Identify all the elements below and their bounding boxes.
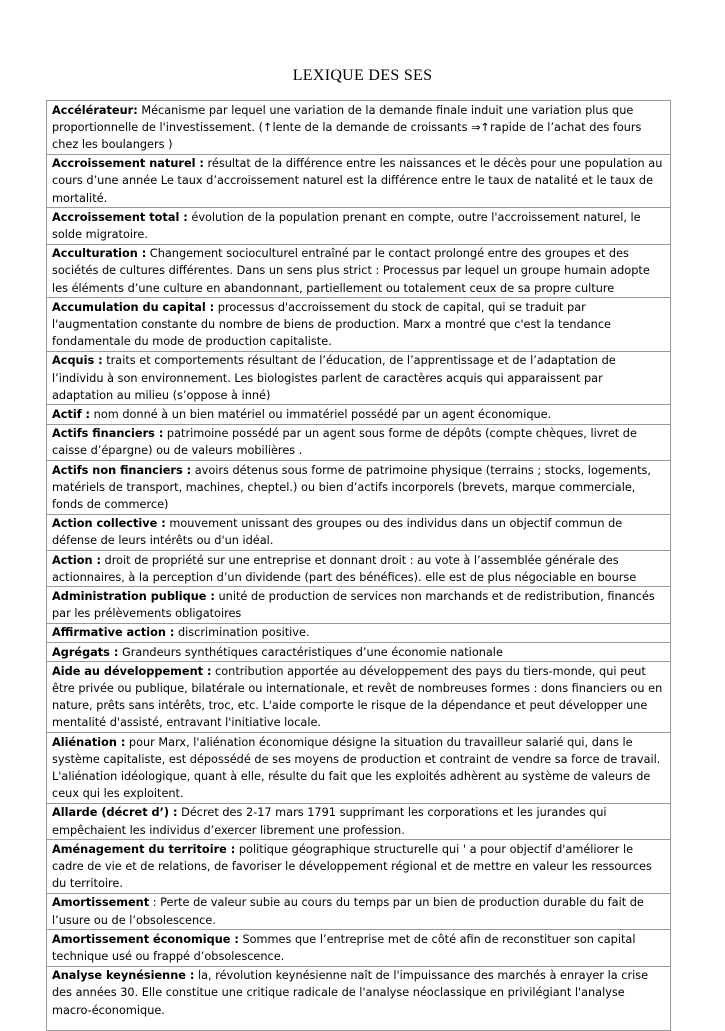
- glossary-cell: [47, 101, 671, 155]
- entry-term: Affirmative action :: [52, 626, 175, 640]
- entry-definition: contribution apportée au développement des pays du tiers-monde, qui peut être privée ou publique, bilatérale ou internationale, et revêt de nombreuses formes : dons financiers ou en nature, prêts sans intérêts, troc, etc. L'aide comporte le risque de la dépendance et peut développer une mentalité d'assisté, entravant l'initiative locale.: [52, 664, 663, 730]
- entry-term: Accroissement total :: [52, 210, 188, 224]
- entry-definition: unité de production de services non marchands et de redistribution, financés par les prélèvements obligatoires: [52, 589, 655, 621]
- entry-definition: résultat de la différence entre les naissances et le décès pour une population au cours d’une année Le taux d’accroissement naturel est la différence entre le taux de natalité et le taux de mortalité.: [52, 157, 663, 205]
- entry-term: Acculturation :: [52, 247, 147, 261]
- entry-definition: évolution de la population prenant en compte, outre l'accroissement naturel, le solde migratoire.: [52, 210, 641, 241]
- entry-term: Actifs non financiers :: [52, 463, 192, 477]
- entry-term: Aliénation :: [52, 735, 126, 749]
- glossary-cell: [47, 803, 671, 839]
- glossary-entry: [47, 623, 671, 642]
- glossary-entry: [47, 587, 671, 623]
- glossary-cell: [47, 424, 671, 460]
- glossary-entry: [47, 662, 671, 733]
- glossary-entry: [47, 643, 671, 662]
- glossary-entry: [47, 930, 671, 966]
- entry-term: Acquis :: [52, 354, 103, 368]
- entry-term: Aménagement du territoire :: [52, 842, 236, 856]
- glossary-entry: [47, 840, 671, 894]
- entry-definition: patrimoine possédé par un agent sous forme de dépôts (compte chèques, livret de caisse d’épargne) ou de valeurs mobilières .: [52, 427, 637, 458]
- glossary-cell: [47, 587, 671, 623]
- entry-definition: Mécanisme par lequel une variation de la demande finale induit une variation plus que proportionnelle de l'investissement. (↑lente de la demande de croissants ⇒↑rapide de l’achat des fours chez les boulangers ): [52, 103, 642, 151]
- glossary-cell: [47, 514, 671, 550]
- glossary-entry: [47, 893, 671, 929]
- glossary-cell: [47, 966, 671, 1030]
- glossary-cell: [47, 662, 671, 733]
- glossary-cell: [47, 208, 671, 244]
- glossary-table: [46, 100, 671, 1031]
- glossary-cell: [47, 623, 671, 642]
- glossary-cell: [47, 643, 671, 662]
- glossary-cell: [47, 351, 671, 405]
- entry-term: Action collective :: [52, 517, 166, 531]
- glossary-cell: [47, 930, 671, 966]
- glossary-entry: [47, 551, 671, 587]
- glossary-entry: [47, 424, 671, 460]
- glossary-entry: [47, 298, 671, 352]
- document-title: LEXIQUE DES SES: [292, 67, 433, 84]
- glossary-cell: [47, 551, 671, 587]
- glossary-cell: [47, 461, 671, 515]
- glossary-entry: [47, 101, 671, 155]
- entry-definition: la, révolution keynésienne naît de l'impuissance des marchés à enrayer la crise des années 30. Elle constitue une critique radicale de l'analyse néoclassique en privilégiant l'analyse macro-économique.: [52, 969, 649, 1017]
- glossary-cell: [47, 244, 671, 298]
- entry-term: Actifs financiers :: [52, 427, 164, 441]
- glossary-cell: [47, 893, 671, 929]
- entry-term: Allarde (décret d’) :: [52, 806, 178, 820]
- entry-definition: avoirs détenus sous forme de patrimoine physique (terrains ; stocks, logements, matériels de transport, machines, cheptel.) ou bien d’actifs incorporels (brevets, marque commerciale, fonds de commerce): [52, 463, 652, 511]
- glossary-entry: [47, 208, 671, 244]
- entry-term: Amortissement: [52, 896, 150, 910]
- entry-term: Amortissement économique :: [52, 932, 239, 946]
- glossary-cell: [47, 154, 671, 208]
- entry-term: Accélérateur:: [52, 103, 138, 117]
- glossary-entry: [47, 154, 671, 208]
- entry-definition: processus d'accroissement du stock de capital, qui se traduit par l'augmentation constante du nombre de biens de production. Marx a montré que c'est la tendance fondamentale du mode de production capitaliste.: [52, 300, 612, 349]
- glossary-entry: [47, 514, 671, 550]
- glossary-cell: [47, 298, 671, 352]
- entry-definition: discrimination positive.: [174, 626, 310, 640]
- entry-definition: traits et comportements résultant de l’éducation, de l’apprentissage et de l’adaptation de l’individu à son environnement. Les biologistes parlent de caractères acquis qui apparaissent par adaptation au milieu (s’oppose à inné): [52, 354, 616, 402]
- entry-term: Administration publique :: [52, 589, 215, 603]
- entry-term: Accumulation du capital :: [52, 300, 215, 314]
- entry-definition: nom donné à un bien matériel ou immatériel possédé par un agent économique.: [90, 407, 552, 421]
- entry-term: Analyse keynésienne :: [52, 969, 195, 983]
- entry-definition: pour Marx, l'aliénation économique désigne la situation du travailleur salarié qui, dans le système capitaliste, est dépossédé de ses moyens de production et contraint de vendre sa force de travail. L'aliénation idéologique, quant à elle, résulte du fait que les exploités adhèrent au système de valeurs de ceux qui les exploitent.: [52, 735, 661, 801]
- glossary-cell: [47, 840, 671, 894]
- entry-definition: mouvement unissant des groupes ou des individus dans un objectif commun de défense de leurs intérêts ou d'un idéal.: [52, 517, 623, 548]
- entry-term: Agrégats :: [52, 645, 119, 659]
- truncated-cell-content: [52, 967, 667, 1029]
- entry-term: Accroissement naturel :: [52, 157, 204, 171]
- glossary-cell: [47, 733, 671, 804]
- entry-term: Aide au développement :: [52, 664, 212, 678]
- glossary-entry: [47, 461, 671, 515]
- glossary-cell: [47, 405, 671, 424]
- glossary-entry: [47, 733, 671, 804]
- entry-definition: droit de propriété sur une entreprise et donnant droit : au vote à l’assemblée générale des actionnaires, à la perception d’un dividende (part des bénéfices). elle est de plus négociable en bourse: [52, 553, 637, 584]
- entry-term: Actif :: [52, 407, 91, 421]
- glossary-entry: [47, 966, 671, 1030]
- glossary-entry: [47, 803, 671, 839]
- glossary-entry: [47, 351, 671, 405]
- entry-definition: Changement socioculturel entraîné par le contact prolongé entre des groupes et des sociétés de cultures différentes. Dans un sens plus strict : Processus par lequel un groupe humain adopte les éléments d’une culture en abandonnant, partiellement ou totalement ceux de sa propre culture: [52, 247, 650, 295]
- entry-term: Action :: [52, 553, 101, 567]
- entry-definition: Grandeurs synthétiques caractéristiques d’une économie nationale: [118, 645, 503, 659]
- glossary-entry: [47, 405, 671, 424]
- entry-definition: Sommes que l’entreprise met de côté afin de reconstituer son capital technique usé ou frappé d’obsolescence.: [52, 932, 636, 964]
- entry-definition: politique géographique structurelle qui ' a pour objectif d'améliorer le cadre de vie et de relations, de favoriser le développement régional et de mettre en valeur les ressources du territoire.: [52, 842, 652, 891]
- entry-definition: : Perte de valeur subie au cours du temps par un bien de production durable du fait de l’usure ou de l’obsolescence.: [52, 896, 644, 927]
- glossary-entry: [47, 244, 671, 298]
- entry-definition: Décret des 2-17 mars 1791 supprimant les corporations et les jurandes qui empêchaient les individus d’exercer librement une profession.: [52, 806, 607, 837]
